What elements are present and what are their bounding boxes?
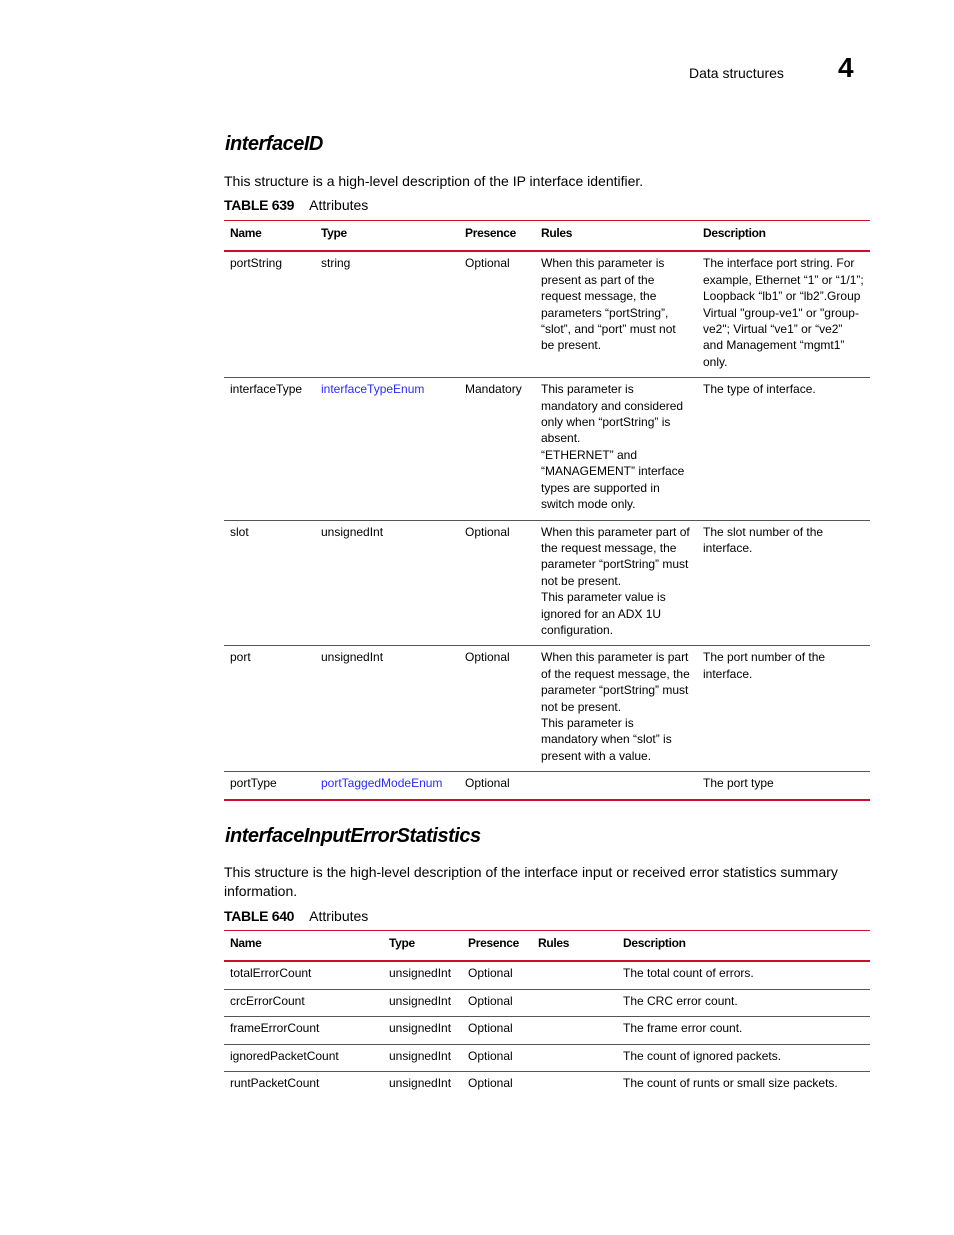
section-intro-interfaceid: This structure is a high-level description of the IP interface identifier. [224,173,644,189]
cell-type-link[interactable]: portTaggedModeEnum [315,772,459,800]
cell-name: portType [224,772,315,800]
table-row [224,251,870,377]
table-header-row [224,931,870,962]
attributes-table-640 [224,930,870,1098]
cell-type: unsignedInt [315,520,459,646]
cell-description [697,251,870,377]
cell-rules [535,520,697,646]
table-row [224,1044,870,1071]
cell-rules [535,378,697,520]
cell-description [697,646,870,772]
column-header-name: Name [230,936,262,950]
cell-name: runtPacketCount [230,1076,320,1091]
cell-type: string [315,251,459,377]
table-caption-text: Attributes [309,197,369,213]
cell-description [697,772,870,800]
cell-name: slot [224,520,315,646]
rules-text: This parameter is mandatory when “slot” is present with a value. [541,715,672,763]
cell-name: crcErrorCount [224,989,383,1016]
attributes-table-639 [224,220,870,801]
cell-description [697,520,870,646]
table-row [224,772,870,800]
description-text: The slot number of the interface. [703,524,824,555]
cell-presence: Mandatory [459,378,535,520]
cell-name: totalErrorCount [224,961,383,989]
cell-type-link[interactable]: interfaceTypeEnum [315,378,459,520]
table-row [224,520,870,646]
table-row [224,989,870,1016]
column-header-presence: Presence [468,936,519,950]
cell-rules [535,646,697,772]
cell-rules [532,1017,617,1044]
cell-description: The count of ignored packets. [617,1044,870,1071]
cell-rules [535,251,697,377]
cell-presence: Optional [459,251,535,377]
cell-presence: Optional [459,520,535,646]
section-title-interfaceinputerrorstatistics: interfaceInputErrorStatistics [225,825,481,847]
cell-presence: Optional [462,989,532,1016]
cell-rules [532,1044,617,1071]
cell-name: port [224,646,315,772]
table-row [224,1072,870,1099]
cell-description: The frame error count. [617,1017,870,1044]
cell-rules [532,1072,617,1099]
column-header-name: Name [230,226,262,240]
cell-presence: Optional [468,1076,513,1091]
rules-text: This parameter value is ignored for an ADX 1U configuration. [541,590,666,637]
cell-presence: Optional [462,961,532,989]
section-title-interfaceid: interfaceID [225,133,323,155]
section-intro-interfaceinputerrorstatistics: This structure is the high-level description of the interface input or received error statistics summary information. [224,864,838,899]
table-number: TABLE 639 [224,197,295,213]
rules-text: When this parameter is present as part of the request message, the parameters “portString”, “slot”, and “port” must not be present. [541,256,676,353]
cell-name: ignoredPacketCount [224,1044,383,1071]
table-header-row [224,221,870,252]
column-header-type: Type [321,226,347,240]
cell-rules [532,961,617,989]
rules-text: When this parameter is part of the request message, the parameter “portString” must not be present. [541,650,690,714]
cell-presence: Optional [462,1017,532,1044]
cell-presence: Optional [459,646,535,772]
cell-description: The CRC error count. [617,989,870,1016]
cell-presence: Optional [459,772,535,800]
table-row [224,646,870,772]
header-title: Data structures [689,65,784,81]
chapter-number: 4 [838,52,854,83]
table-number: TABLE 640 [224,908,295,924]
rules-text: This parameter is mandatory and considered only when “portString” is absent. [541,382,684,446]
cell-name: interfaceType [224,378,315,520]
cell-rules [535,772,697,800]
table-caption-text: Attributes [309,908,369,924]
table-caption-640 [224,908,368,924]
table-row [224,1017,870,1044]
cell-rules [532,989,617,1016]
cell-description: The total count of errors. [617,961,870,989]
cell-type: unsignedInt [383,1044,462,1071]
column-header-description: Description [703,226,766,240]
cell-type: unsignedInt [383,961,462,989]
cell-name: frameErrorCount [224,1017,383,1044]
column-header-description: Description [623,936,686,950]
table-row [224,961,870,989]
description-text: The port number of the interface. [703,650,826,681]
cell-presence: Optional [462,1044,532,1071]
rules-text: “ETHERNET” and “MANAGEMENT” interface types are supported in switch mode only. [541,447,685,512]
cell-description [697,378,870,520]
cell-type: unsignedInt [389,1076,452,1091]
column-header-presence: Presence [465,226,516,240]
table-caption-639 [224,197,368,213]
table-row [224,378,870,520]
column-header-rules: Rules [538,936,570,950]
column-header-type: Type [389,936,415,950]
column-header-rules: Rules [541,226,573,240]
description-text: The type of interface. [703,382,816,397]
cell-type: unsignedInt [383,1017,462,1044]
cell-type: unsignedInt [315,646,459,772]
cell-type: unsignedInt [383,989,462,1016]
cell-description: The count of runts or small size packets. [623,1076,838,1091]
rules-text: When this parameter part of the request message, the parameter “portString” must not be present. [541,524,690,588]
description-text: The interface port string. For example, Ethernet “1” or “1/1”; Loopback “lb1” or “lb2”.Group Virtual "group-ve1" or "group-ve2"; Virtual “ve1” or “ve2” and Management “mgmt1” only. [703,256,864,369]
description-text: The port type [703,776,774,791]
cell-name: portString [224,251,315,377]
